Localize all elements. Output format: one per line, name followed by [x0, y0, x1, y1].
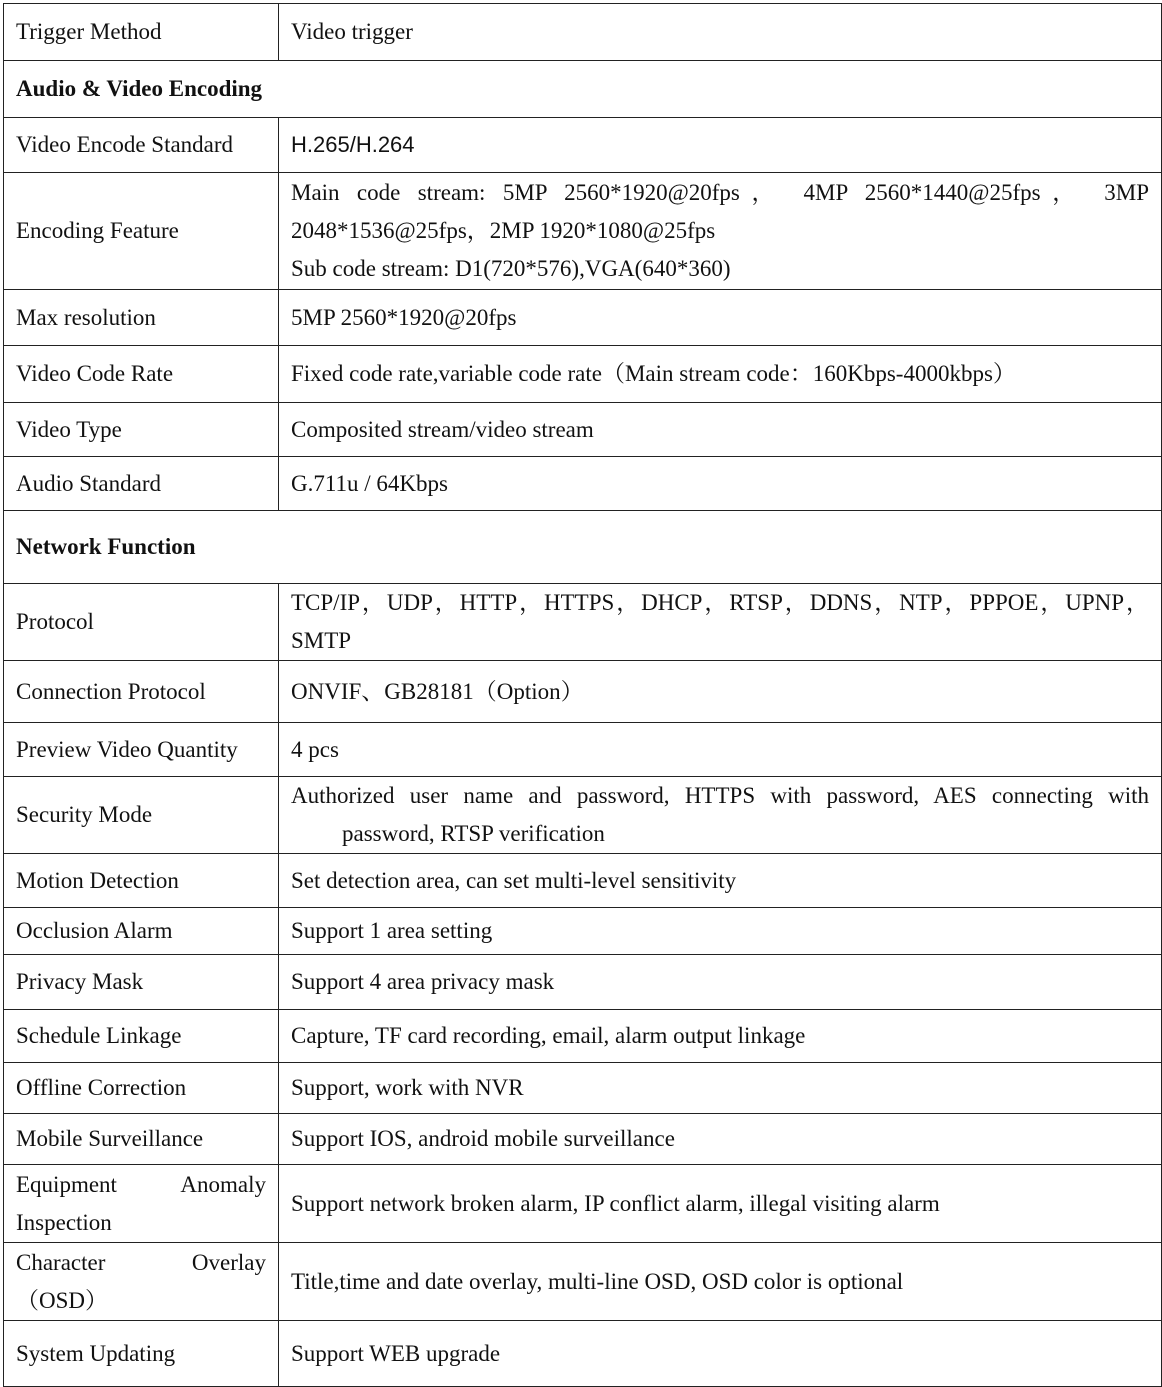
- row-label: Privacy Mask: [4, 955, 279, 1010]
- row-value-cell: [279, 777, 1162, 854]
- row-value-line: SMTP: [291, 628, 352, 653]
- row-value: Set detection area, can set multi-level sensitivity: [279, 854, 1162, 908]
- section-title: Network Function: [4, 511, 1162, 584]
- row-label: Trigger Method: [4, 4, 279, 61]
- row-label: Video Encode Standard: [4, 118, 279, 173]
- row-value: Support 4 area privacy mask: [279, 955, 1162, 1010]
- row-value-line: password, RTSP verification: [342, 821, 605, 846]
- row-label: Occlusion Alarm: [4, 908, 279, 955]
- row-value-cell: [279, 118, 1162, 173]
- table-row: [4, 955, 1162, 1010]
- row-label: Audio Standard: [4, 457, 279, 511]
- row-label: Mobile Surveillance: [4, 1114, 279, 1165]
- table-row: [4, 1243, 1162, 1321]
- row-label: System Updating: [4, 1321, 279, 1387]
- table-row: [4, 403, 1162, 457]
- table-row: [4, 1165, 1162, 1243]
- row-label: Protocol: [4, 584, 279, 661]
- row-value-line: 2048*1536@25fps，2MP 1920*1080@25fps: [291, 218, 716, 243]
- row-value: H.265/H.264: [291, 132, 415, 157]
- row-value-line: Authorized user name and password, HTTPS with password, AES connecting with: [291, 783, 1149, 808]
- table-row: [4, 584, 1162, 661]
- row-value-line: TCP/IP，UDP，HTTP，HTTPS，DHCP，RTSP，DDNS，NTP，PPPOE，UPNP，: [291, 590, 1149, 615]
- table-row: [4, 346, 1162, 403]
- table-row: [4, 1063, 1162, 1114]
- row-label: Max resolution: [4, 290, 279, 346]
- row-label-line: Equipment Anomaly: [16, 1171, 266, 1197]
- row-value: Fixed code rate,variable code rate（Main stream code：160Kbps-4000kbps）: [279, 346, 1162, 403]
- row-label: Schedule Linkage: [4, 1010, 279, 1063]
- row-label: Preview Video Quantity: [4, 723, 279, 777]
- table-row: [4, 1010, 1162, 1063]
- spec-table: [3, 3, 1162, 1387]
- row-value: Support IOS, android mobile surveillance: [279, 1114, 1162, 1165]
- row-value-cell: [279, 173, 1162, 290]
- table-row: [4, 1321, 1162, 1387]
- row-value: Title,time and date overlay, multi-line OSD, OSD color is optional: [279, 1243, 1162, 1321]
- row-label-cell: [4, 1243, 279, 1321]
- row-label: Video Type: [4, 403, 279, 457]
- section-header-row: [4, 511, 1162, 584]
- row-label: Offline Correction: [4, 1063, 279, 1114]
- row-value-line: Sub code stream: D1(720*576),VGA(640*360): [291, 256, 731, 281]
- row-value-line: Main code stream: 5MP 2560*1920@20fps， 4MP 2560*1440@25fps， 3MP: [291, 180, 1149, 205]
- row-value: Support 1 area setting: [279, 908, 1162, 955]
- row-label-line: Inspection: [16, 1209, 112, 1235]
- table-row: [4, 723, 1162, 777]
- table-row: [4, 854, 1162, 908]
- row-label-cell: [4, 1165, 279, 1243]
- table-row: [4, 908, 1162, 955]
- row-value: G.711u / 64Kbps: [279, 457, 1162, 511]
- table-row: [4, 1114, 1162, 1165]
- row-value: Support network broken alarm, IP conflict alarm, illegal visiting alarm: [279, 1165, 1162, 1243]
- table-row: [4, 173, 1162, 290]
- row-label: Video Code Rate: [4, 346, 279, 403]
- table-row: [4, 661, 1162, 723]
- row-label-line: Character Overlay: [16, 1249, 266, 1275]
- table-row: [4, 290, 1162, 346]
- section-title: Audio & Video Encoding: [4, 61, 1162, 118]
- row-value-cell: [279, 584, 1162, 661]
- row-value: ONVIF、GB28181（Option）: [279, 661, 1162, 723]
- row-value: Composited stream/video stream: [279, 403, 1162, 457]
- row-label-line: （OSD）: [16, 1287, 109, 1313]
- row-value: 4 pcs: [279, 723, 1162, 777]
- table-row: [4, 777, 1162, 854]
- row-value: Support WEB upgrade: [279, 1321, 1162, 1387]
- row-value: 5MP 2560*1920@20fps: [279, 290, 1162, 346]
- table-row: [4, 118, 1162, 173]
- row-label: Security Mode: [4, 777, 279, 854]
- row-label: Motion Detection: [4, 854, 279, 908]
- table-row: [4, 457, 1162, 511]
- row-value: Video trigger: [279, 4, 1162, 61]
- row-label: Connection Protocol: [4, 661, 279, 723]
- table-row: [4, 4, 1162, 61]
- row-label: Encoding Feature: [4, 173, 279, 290]
- section-header-row: [4, 61, 1162, 118]
- row-value: Support, work with NVR: [279, 1063, 1162, 1114]
- row-value: Capture, TF card recording, email, alarm output linkage: [279, 1010, 1162, 1063]
